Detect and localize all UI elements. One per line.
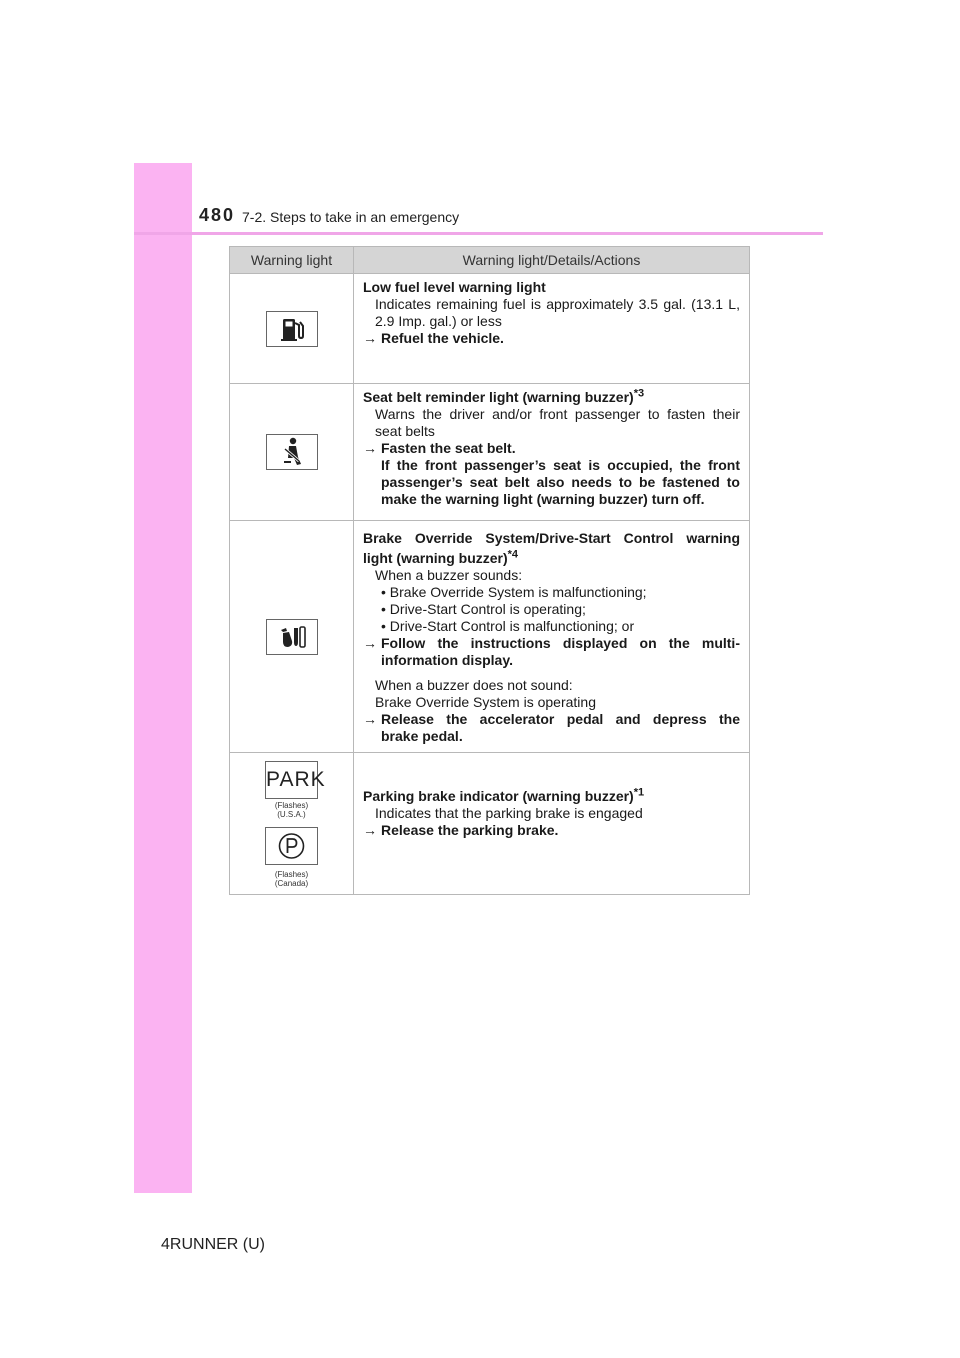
- arrow-icon: →: [363, 440, 377, 456]
- text-cell-seatbelt: [354, 384, 750, 521]
- list-item: • Brake Override System is malfunctioning;: [381, 584, 647, 600]
- footnote-ref: *4: [507, 548, 519, 561]
- col-header-details: Warning light/Details/Actions: [354, 247, 750, 274]
- seatbelt-action-detail: If the front passenger’s seat is occupied, the front passenger’s seat belt also needs to be fastened to make the warning light (warning buzzer) turn off.: [381, 457, 740, 507]
- footnote-ref: *3: [633, 387, 645, 400]
- fuel-pump-icon: [266, 311, 318, 347]
- arrow-icon: →: [363, 711, 377, 727]
- bullet-list: [363, 584, 740, 635]
- footer-model: 4RUNNER (U): [161, 1236, 265, 1253]
- park-text-icon: PARK: [265, 761, 318, 799]
- text-cell-parking: [354, 753, 750, 895]
- brake-override-title-line1: Brake Override System/Drive-Start Control warning: [363, 530, 740, 546]
- col-header-warning-light: Warning light: [230, 247, 354, 274]
- caption-usa: (Flashes) (U.S.A.): [274, 801, 309, 819]
- icon-cell-parking: [230, 753, 354, 895]
- brake-override-action1: → Follow the instructions displayed on the multi- information display.: [363, 635, 740, 668]
- arrow-icon: →: [363, 821, 377, 838]
- brake-override-action2: → Release the accelerator pedal and depress the brake pedal.: [363, 711, 740, 744]
- icon-cell-fuel: [230, 274, 354, 384]
- parking-action: → Release the parking brake.: [363, 821, 559, 838]
- text-cell-fuel: [354, 274, 750, 384]
- icon-cell-brake-override: [230, 521, 354, 753]
- table-row-fuel: [230, 274, 750, 384]
- brake-override-case2-detail: Brake Override System is operating: [375, 694, 596, 710]
- seatbelt-action: → Fasten the seat belt.: [363, 440, 516, 456]
- brake-override-case1: When a buzzer sounds:: [375, 567, 523, 583]
- section-title: 7-2. Steps to take in an emergency: [242, 209, 460, 225]
- fuel-title: Low fuel level warning light: [363, 279, 546, 295]
- side-color-band: [134, 163, 192, 1193]
- table-row-seatbelt: [230, 384, 750, 521]
- parking-p-icon: [265, 827, 318, 865]
- brake-override-case2: When a buzzer does not sound:: [375, 677, 573, 693]
- caption-canada: (Flashes) (Canada): [274, 870, 309, 888]
- text-cell-brake-override: [354, 521, 750, 753]
- list-item: • Drive-Start Control is malfunctioning; or: [381, 618, 635, 634]
- table-row-parking-brake: [230, 753, 750, 895]
- seatbelt-desc: Warns the driver and/or front passenger to fasten their seat belts: [375, 406, 740, 439]
- parking-title: Parking brake indicator (warning buzzer)$^{*1}$: [363, 785, 645, 804]
- fuel-desc: Indicates remaining fuel is approximately 3.5 gal. (13.1 L, 2.9 Imp. gal.) or less: [375, 296, 740, 329]
- table-row-brake-override: [230, 521, 750, 753]
- parking-desc: Indicates that the parking brake is engaged: [375, 804, 643, 821]
- arrow-icon: →: [363, 330, 377, 346]
- footnote-ref: *1: [633, 785, 645, 798]
- seatbelt-title: Seat belt reminder light (warning buzzer)$^{*3}$: [363, 387, 645, 405]
- brake-override-icon: [266, 619, 318, 655]
- fuel-action: → Refuel the vehicle.: [363, 330, 504, 346]
- icon-cell-seatbelt: [230, 384, 354, 521]
- arrow-icon: →: [363, 635, 377, 651]
- brake-override-title-line2: light (warning buzzer)$^{*4}$: [363, 548, 519, 566]
- table-header-row: [230, 247, 750, 274]
- warning-light-table: [229, 246, 750, 895]
- list-item: • Drive-Start Control is operating;: [381, 601, 586, 617]
- header-rule: [134, 232, 823, 235]
- seat-belt-icon: [266, 434, 318, 470]
- page-number: 480: [199, 205, 236, 225]
